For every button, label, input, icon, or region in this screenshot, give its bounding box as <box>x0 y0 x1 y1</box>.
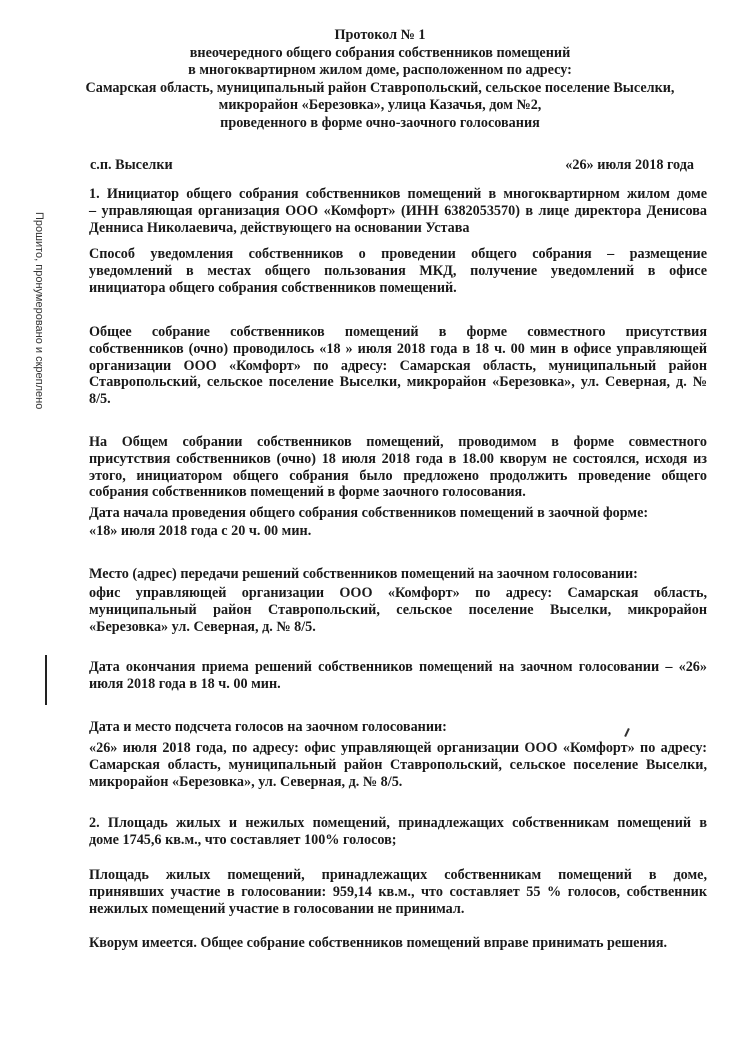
text-line: Денниса Николаевича, действующего на основании Устава <box>89 219 470 236</box>
binding-stamp-note <box>31 212 45 502</box>
paragraph-absentee-end <box>89 659 707 693</box>
text-line: этого, инициатором общего собрания было предложено продолжить проведение общего <box>89 467 707 484</box>
text-line: Способ уведомления собственников о проведении общего собрания – размещение <box>89 246 707 262</box>
text-line: собственников (очно) проводилось «18 » июля 2018 года в 18 ч. 00 мин в офисе управляющей <box>89 340 707 357</box>
document-header <box>60 27 700 133</box>
text-line: муниципальный район Ставропольский, сельское поселение Выселки, микрорайон <box>89 601 707 618</box>
text-line: «26» июля 2018 года, по адресу: офис управляющей организации ООО «Комфорт» по адресу: <box>89 740 707 756</box>
paragraph-submission-place <box>89 585 707 635</box>
text-line: микрорайон «Березовка», ул. Северная, д. № 8/5. <box>89 773 403 790</box>
text-line: Кворум имеется. Общее собрание собственников помещений вправе принимать решения. <box>89 935 668 951</box>
header-line: внеочередного общего собрания собственников помещений <box>189 44 571 61</box>
paragraph-count-label <box>89 719 707 736</box>
header-line: проведенного в форме очно-заочного голосования <box>220 114 540 131</box>
header-line: в многоквартирном жилом доме, расположенном по адресу: <box>188 62 572 79</box>
text-line: Дата окончания приема решений собственников помещений на заочном голосовании – «26» <box>89 659 707 675</box>
text-line: Дата начала проведения общего собрания собственников помещений в заочной форме: <box>89 505 649 521</box>
paragraph-participating-area <box>89 867 707 917</box>
text-line: июля 2018 года в 18 ч. 00 мин. <box>89 675 281 692</box>
paragraph-total-area <box>89 815 707 849</box>
paragraph-submission-place-label <box>89 566 707 583</box>
text-line: Самарская область, муниципальный район Ставропольский, сельское поселение Выселки, <box>89 756 707 773</box>
text-line: инициатора общего собрания собственников помещений. <box>89 279 457 296</box>
paragraph-count-place <box>89 740 707 790</box>
text-line: собрания собственников помещений в форме заочного голосования. <box>89 484 526 501</box>
text-line: На Общем собрании собственников помещений, проводимом в форме совместного <box>89 434 707 450</box>
margin-pen-mark <box>45 655 47 705</box>
paragraph-no-quorum <box>89 434 707 501</box>
text-line: Место (адрес) передачи решений собственников помещений на заочном голосовании: <box>89 566 638 582</box>
text-line: – управляющая организация ООО «Комфорт» (ИНН 6382053570) в лице директора Денисова <box>89 202 707 219</box>
text-line: Площадь жилых помещений, принадлежащих собственникам помещений в доме, <box>89 867 707 883</box>
paragraph-absentee-start-label <box>89 505 707 522</box>
text-line: присутствия собственников (очно) 18 июля 2018 года в 18.00 кворум не состоялся, исходя из <box>89 450 707 467</box>
text-line: Дата и место подсчета голосов на заочном голосовании: <box>89 719 447 735</box>
text-line: Ставропольский, сельское поселение Выселки, микрорайон «Березовка», ул. Северная, д. № <box>89 374 707 391</box>
text-line: принявших участие в голосовании: 959,14 кв.м., что составляет 55 % голосов, собственник <box>89 883 707 900</box>
text-line: уведомлений в местах общего пользования МКД, получение уведомлений в офисе <box>89 262 707 279</box>
protocol-title: Протокол № 1 <box>334 27 426 43</box>
text-line: 1. Инициатор общего собрания собственников помещений в многоквартирном жилом доме <box>89 186 707 202</box>
text-line: организации ООО «Комфорт» по адресу: Самарская область, муниципальный район <box>89 357 707 374</box>
paragraph-absentee-start-date <box>89 523 707 540</box>
text-line: нежилых помещений участие в голосовании не принимал. <box>89 900 465 917</box>
binding-stamp-text: Прошито, пронумеровано и скреплено <box>33 212 45 410</box>
text-line: 8/5. <box>89 391 111 408</box>
header-line: Самарская область, муниципальный район Ставропольский, сельское поселение Выселки, <box>85 79 675 96</box>
paragraph-quorum <box>89 935 707 952</box>
text-line: офис управляющей организации ООО «Комфорт» по адресу: Самарская область, <box>89 585 707 601</box>
text-line: доме 1745,6 кв.м., что составляет 100% голосов; <box>89 831 397 848</box>
text-line: «18» июля 2018 года с 20 ч. 00 мин. <box>89 523 312 539</box>
meeting-date: «26» июля 2018 года <box>565 157 694 173</box>
header-line: микрорайон «Березовка», улица Казачья, дом №2, <box>218 97 542 114</box>
text-line: Общее собрание собственников помещений в форме совместного присутствия <box>89 324 707 340</box>
text-line: «Березовка» ул. Северная, д. № 8/5. <box>89 618 316 635</box>
paragraph-notification <box>89 246 707 296</box>
meeting-place: с.п. Выселки <box>90 157 173 173</box>
paragraph-initiator <box>89 186 707 236</box>
text-line: 2. Площадь жилых и нежилых помещений, принадлежащих собственникам помещений в <box>89 815 707 831</box>
paragraph-in-person-meeting <box>89 324 707 408</box>
